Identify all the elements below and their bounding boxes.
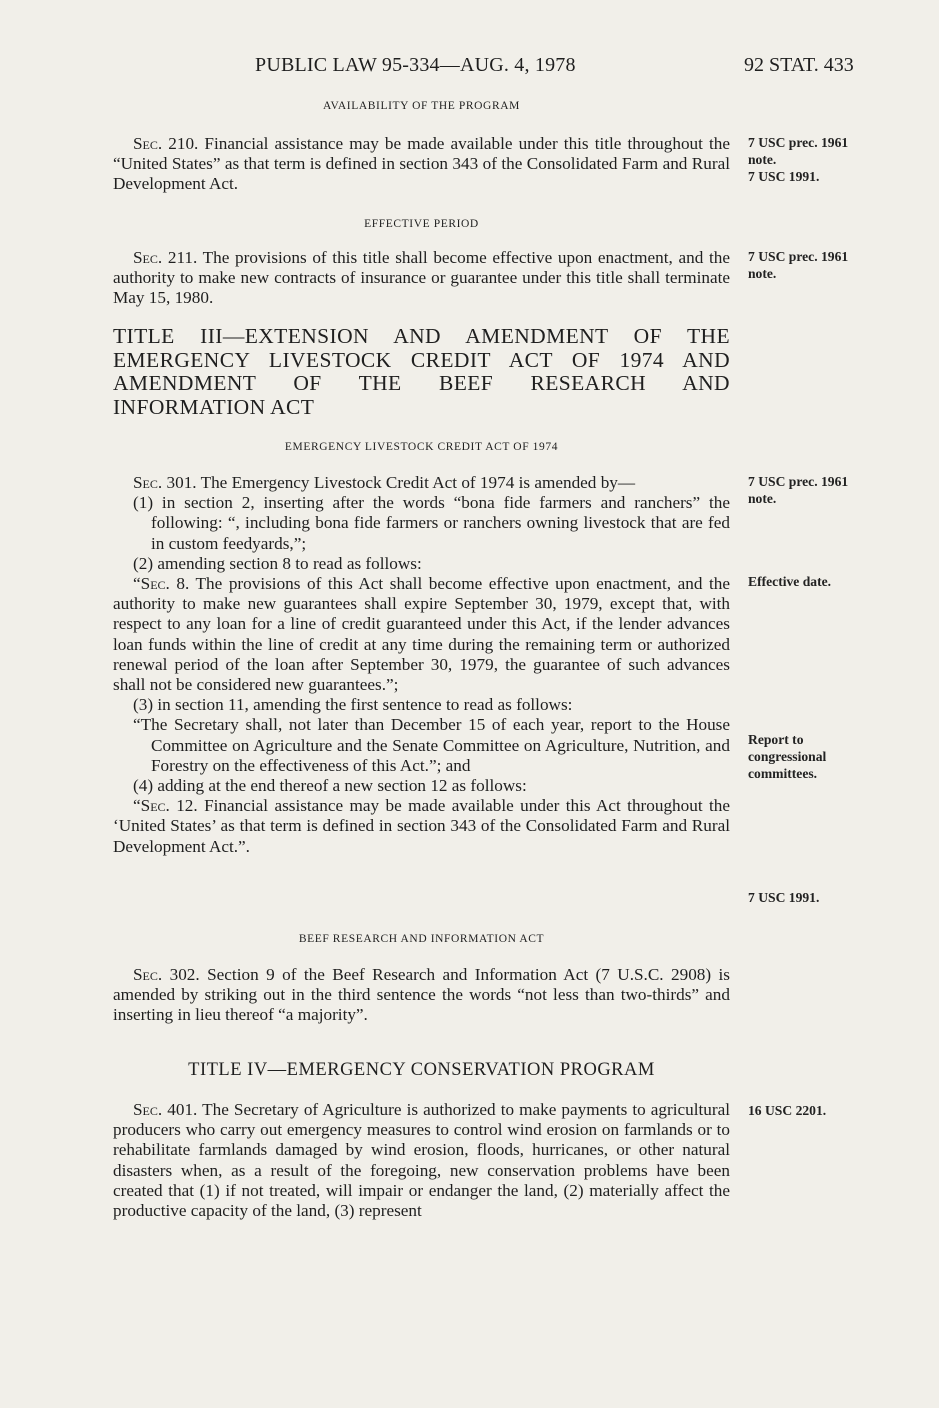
title-iv xyxy=(113,1060,730,1081)
sec-label: Sec. xyxy=(133,248,163,267)
sec-label: Sec. xyxy=(133,1100,163,1119)
sec-12-text: 12. Financial assistance may be made available under this Act throughout the ‘United States’ as that term is defined in section 343 of the Consolidated Farm and Rural Development Act.”. xyxy=(113,796,730,856)
report-quote: “The Secretary shall, not later than December 15 of each year, report to the House Committee on Agriculture and the Senate Committee on Agriculture, Nutrition, and Forestry on the effectiveness of this Act.”; and xyxy=(133,715,730,775)
amendment-item-2: (2) amending section 8 to read as follows: xyxy=(133,553,422,573)
title-iii-heading: TITLE III—EXTENSION AND AMENDMENT OF THE EMERGENCY LIVESTOCK CREDIT ACT OF 1974 AND AMENDMENT OF THE BEEF RESEARCH AND INFORMATION ACT xyxy=(113,324,730,419)
elca-heading: EMERGENCY LIVESTOCK CREDIT ACT OF 1974 xyxy=(284,441,559,453)
margin-note-line: note. xyxy=(748,152,777,167)
margin-note-sec-12: 7 USC 1991. xyxy=(748,890,820,905)
sec-301-text: 301. The Emergency Livestock Credit Act of 1974 is amended by— xyxy=(162,473,636,492)
sec-401-text: 401. The Secretary of Agriculture is authorized to make payments to agricultural producers who carry out emergency measures to control wind erosion on farmlands or to rehabilitate farmlands damaged by wind erosion, floods, hurricanes, or other natural disasters when, as a result of the foregoing, new conservation problems have been created that (1) if not treated, will impair or endanger the land, (2) materially affect the productive capacity of the land, (3) represent xyxy=(113,1100,730,1221)
sec-210-paragraph xyxy=(113,134,730,195)
margin-note-line: 7 USC prec. 1961 xyxy=(748,474,849,489)
margin-note-line: 7 USC prec. 1961 xyxy=(748,249,849,264)
sec-211-text: 211. The provisions of this title shall become effective upon enactment, and the authority to make new contracts of insurance or guarantee under this title shall terminate May 15, 1980. xyxy=(113,248,730,308)
sec-label: Sec. xyxy=(133,134,163,153)
margin-note-effective-date: Effective date. xyxy=(748,574,832,589)
sec-301-paragraph xyxy=(113,473,730,493)
margin-note-line: 7 USC prec. 1961 xyxy=(748,135,849,150)
title-iii xyxy=(113,325,730,419)
sec-302-text: 302. Section 9 of the Beef Research and Information Act (7 U.S.C. 2908) is amended by striking out in the third sentence the words “not less than two-thirds” and inserting in lieu thereof “a majority”. xyxy=(113,965,730,1025)
sec-8-text: 8. The provisions of this Act shall become effective upon enactment, and the authority to make new guarantees shall expire September 30, 1979, except that, with respect to any loan for a line of credit guaranteed under this Act, if the lender advances loan funds within the line of credit at any time during the remaining term or authorized renewal period of the loan after September 30, 1979, the guarantee of such advances shall not be considered new guarantees.”; xyxy=(113,574,730,695)
sec-302 xyxy=(113,965,730,1026)
availability-section xyxy=(113,100,730,112)
sec-301-block xyxy=(113,473,730,857)
sec-210 xyxy=(113,134,730,195)
sec-211-paragraph xyxy=(113,248,730,309)
page-header-law: PUBLIC LAW 95-334—AUG. 4, 1978 xyxy=(255,54,576,76)
margin-note-sec-401: 16 USC 2201. xyxy=(748,1103,827,1118)
beef-section xyxy=(113,933,730,945)
sec-12-quote xyxy=(113,796,730,857)
margin-note-line: Report to xyxy=(748,732,804,747)
margin-note-sec-210 xyxy=(748,134,848,185)
margin-note-sec-211 xyxy=(748,248,848,282)
page-header-stat: 92 STAT. 433 xyxy=(744,54,854,76)
sec-210-text: 210. Financial assistance may be made available under this title throughout the “United States” as that term is defined in section 343 of the Consolidated Farm and Rural Development Act. xyxy=(113,134,730,194)
amendment-item-1: (1) in section 2, inserting after the words “bona fide farmers and ranchers” the following: “, including bona fide farmers or ranchers owning livestock that are fed in custom feedyards,”; xyxy=(133,493,730,553)
sec-label: “Sec. xyxy=(133,574,170,594)
beef-heading: BEEF RESEARCH AND INFORMATION ACT xyxy=(298,933,545,945)
effective-section xyxy=(113,218,730,230)
sec-211 xyxy=(113,248,730,309)
sec-label: Sec. xyxy=(133,473,163,492)
sec-401-paragraph xyxy=(113,1100,730,1221)
title-iv-heading: TITLE IV—EMERGENCY CONSERVATION PROGRAM xyxy=(188,1060,655,1080)
margin-note-line: note. xyxy=(748,266,777,281)
margin-note-line: 7 USC 1991. xyxy=(748,169,820,184)
amendment-item-3: (3) in section 11, amending the first sentence to read as follows: xyxy=(133,695,573,715)
effective-heading: EFFECTIVE PERIOD xyxy=(364,218,479,230)
sec-302-paragraph xyxy=(113,965,730,1026)
elca-section xyxy=(113,441,730,453)
amendment-item-4: (4) adding at the end thereof a new section 12 as follows: xyxy=(133,776,527,796)
margin-note-line: committees. xyxy=(748,766,818,781)
margin-note-sec-301 xyxy=(748,473,848,507)
sec-label: Sec. xyxy=(133,965,163,984)
sec-401 xyxy=(113,1100,730,1221)
sec-label: “Sec. xyxy=(133,796,170,816)
margin-note-line: congressional xyxy=(748,749,827,764)
margin-note-line: note. xyxy=(748,491,777,506)
sec-8-quote xyxy=(113,574,730,695)
margin-note-report xyxy=(748,731,826,782)
availability-heading: AVAILABILITY OF THE PROGRAM xyxy=(323,100,520,112)
